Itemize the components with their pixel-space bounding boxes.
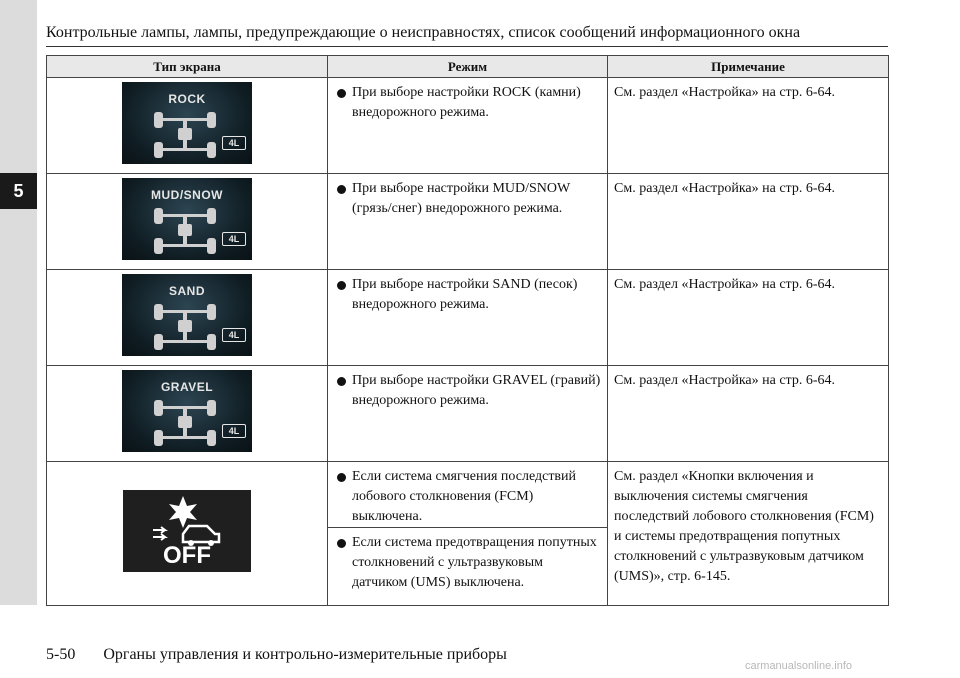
mud-snow-display-image <box>122 178 252 260</box>
table-header-row <box>47 56 889 78</box>
display-mode-title: ROCK <box>168 92 206 106</box>
table-row <box>47 78 889 174</box>
mode-text: При выборе настройки GRAVEL (гравий) внедорожного режима. <box>352 373 601 408</box>
header-note: Примечание <box>608 56 889 78</box>
4l-badge: 4L <box>222 232 246 246</box>
mode-text: При выборе настройки ROCK (камни) внедорожного режима. <box>352 85 581 120</box>
note-cell: См. раздел «Настройка» на стр. 6-64. <box>608 78 889 174</box>
header-screen-type: Тип экрана <box>47 56 328 78</box>
mode-cell <box>328 270 608 366</box>
display-mode-title: MUD/SNOW <box>151 188 223 202</box>
mode-cell <box>328 78 608 174</box>
bullet-icon <box>337 539 346 548</box>
bullet-icon <box>337 185 346 194</box>
note-cell: См. раздел «Настройка» на стр. 6-64. <box>608 174 889 270</box>
screen-cell <box>47 366 328 462</box>
screen-cell <box>47 78 328 174</box>
drivetrain-icon <box>152 398 218 448</box>
page-header: Контрольные лампы, лампы, предупреждающие о неисправностях, список сообщений информационного окна <box>46 24 801 41</box>
4l-badge: 4L <box>222 136 246 150</box>
bullet-icon <box>337 89 346 98</box>
chapter-tab: 5 <box>0 173 37 209</box>
off-label: OFF <box>163 542 211 569</box>
sand-display-image <box>122 274 252 356</box>
bullet-icon <box>337 377 346 386</box>
table-row <box>47 462 889 528</box>
mode-text: Если система смягчения последствий лобового столкновения (FCM) выключена. <box>352 469 577 524</box>
screen-cell <box>47 270 328 366</box>
watermark: carmanualsonline.info <box>745 660 853 672</box>
drivetrain-icon <box>152 206 218 256</box>
note-cell: См. раздел «Настройка» на стр. 6-64. <box>608 366 889 462</box>
drivetrain-icon <box>152 302 218 352</box>
header-mode: Режим <box>328 56 608 78</box>
mode-text: Если система предотвращения попутных столкновений с ультразвуковым датчиком (UMS) выключена. <box>352 535 597 590</box>
footer-title: Органы управления и контрольно-измерительные приборы <box>103 646 507 663</box>
rock-display-image <box>122 82 252 164</box>
page-footer <box>46 646 507 664</box>
table-row <box>47 174 889 270</box>
mode-text: При выборе настройки MUD/SNOW (грязь/снег) внедорожного режима. <box>352 181 570 216</box>
table-row <box>47 270 889 366</box>
fcm-off-display-image <box>123 490 251 572</box>
mode-text: При выборе настройки SAND (песок) внедорожного режима. <box>352 277 578 312</box>
drivetrain-icon <box>152 110 218 160</box>
display-mode-title: SAND <box>168 284 205 298</box>
note-cell: См. раздел «Кнопки включения и выключения системы смягчения последствий лобового столкновения (FCM) и системы предотвращения попутных столкновений с ультразвуковым датчиком (UMS)», стр. 6-145. <box>608 462 889 606</box>
gravel-display-image <box>122 370 252 452</box>
page-number: 5-50 <box>46 646 76 663</box>
bullet-icon <box>337 473 346 482</box>
note-cell: См. раздел «Настройка» на стр. 6-64. <box>608 270 889 366</box>
mode-cell <box>328 462 608 528</box>
mode-cell <box>328 366 608 462</box>
bullet-icon <box>337 281 346 290</box>
display-mode-title: GRAVEL <box>160 380 214 394</box>
warning-lamps-table <box>46 55 889 606</box>
table-row <box>47 366 889 462</box>
screen-cell <box>47 174 328 270</box>
chapter-sidebar <box>0 0 37 605</box>
header-divider <box>46 46 888 47</box>
mode-cell <box>328 174 608 270</box>
screen-cell <box>47 462 328 606</box>
mode-cell <box>328 528 608 606</box>
4l-badge: 4L <box>222 328 246 342</box>
4l-badge: 4L <box>222 424 246 438</box>
